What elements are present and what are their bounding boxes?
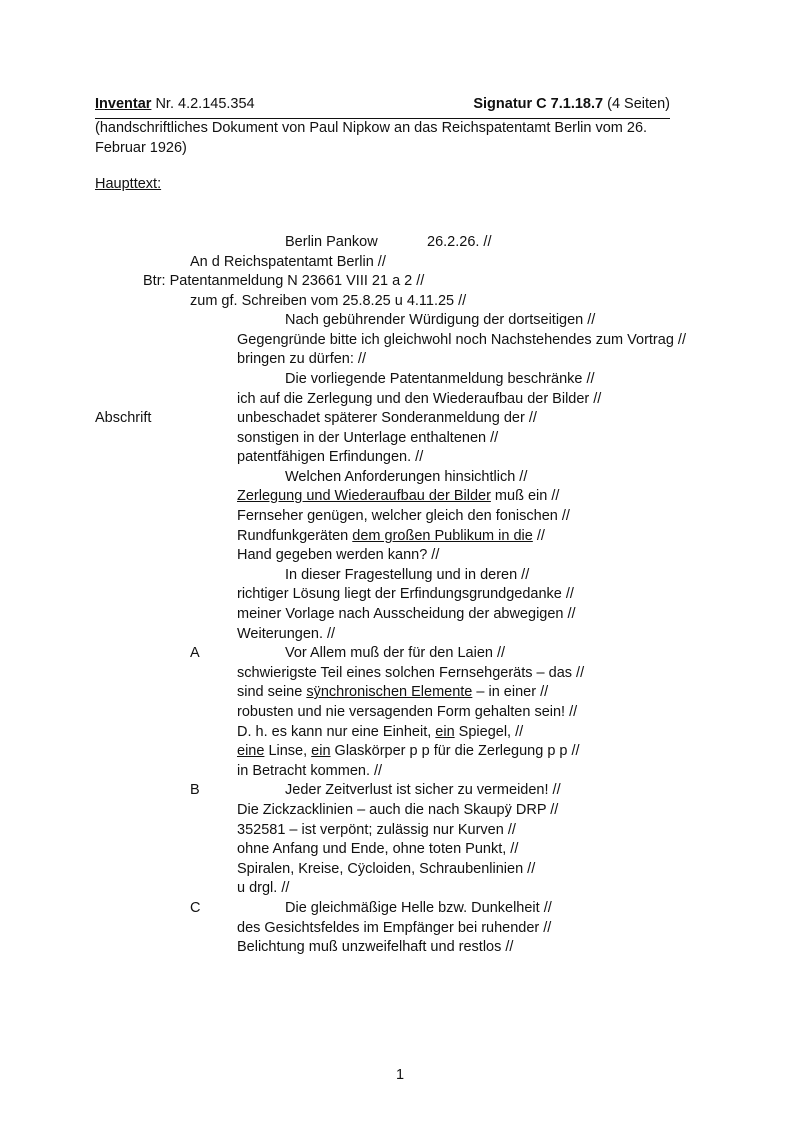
text-line: Hand gegeben werden kann? // — [237, 547, 440, 563]
text-line: Rundfunkgeräten dem großen Publikum in die // — [237, 528, 545, 544]
text-line: schwierigste Teil eines solchen Fernsehgeräts – das // — [237, 665, 585, 681]
text-line: Welchen Anforderungen hinsichtlich // — [285, 469, 528, 485]
text-line: Zerlegung und Wiederaufbau der Bilder muß ein // — [237, 488, 560, 504]
text-line: meiner Vorlage nach Ausscheidung der abwegigen // — [237, 606, 576, 622]
page-number: 1 — [396, 1067, 405, 1083]
letter-subject: Btr: Patentanmeldung N 23661 VIII 21 a 2 // — [143, 273, 425, 289]
text-line: Belichtung muß unzweifelhaft und restlos // — [237, 939, 514, 955]
text-line: Weiterungen. // — [237, 626, 336, 642]
text-line: ich auf die Zerlegung und den Wiederaufbau der Bilder // — [237, 391, 602, 407]
text-line: Vor Allem muß der für den Laien // — [285, 645, 506, 661]
letter-date: 26.2.26. // — [427, 234, 492, 250]
signatur-label: Signatur C 7.1.18.7 — [473, 96, 604, 112]
signatur-reference — [473, 96, 670, 112]
underlined-phrase: eine — [237, 743, 265, 759]
text-line: robusten und nie versagenden Form gehalten sein! // — [237, 704, 578, 720]
section-mark-c: C — [190, 900, 201, 916]
section-mark-a: A — [190, 645, 200, 661]
letter-address: An d Reichspatentamt Berlin // — [190, 254, 386, 270]
document-description: (handschriftliches Dokument von Paul Nipkow an das Reichspatentamt Berlin vom 26. Februar 1926) — [95, 120, 648, 156]
text-line: sonstigen in der Unterlage enthaltenen // — [237, 430, 499, 446]
underlined-phrase: ein — [435, 724, 455, 740]
text-line: ohne Anfang und Ende, ohne toten Punkt, // — [237, 841, 519, 857]
text-line: des Gesichtsfeldes im Empfänger bei ruhender // — [237, 920, 552, 936]
pages-note: (4 Seiten) — [607, 96, 670, 112]
underlined-phrase: Zerlegung und Wiederaufbau der Bilder — [237, 488, 491, 504]
text-line: Die vorliegende Patentanmeldung beschränke // — [285, 371, 595, 387]
haupttext-label: Haupttext: — [95, 176, 162, 192]
section-mark-b: B — [190, 782, 200, 798]
text-line: eine Linse, ein Glaskörper p p für die Zerlegung p p // — [237, 743, 580, 759]
text-line: Nach gebührender Würdigung der dortseitigen // — [285, 312, 596, 328]
inventar-number: Nr. 4.2.145.354 — [155, 96, 255, 112]
text-line: Gegengründe bitte ich gleichwohl noch Nachstehendes zum Vortrag // — [237, 332, 686, 348]
text-line: Die Zickzacklinien – auch die nach Skaupÿ DRP // — [237, 802, 559, 818]
underlined-phrase: sÿnchronischen Elemente — [306, 684, 473, 700]
text-line: Jeder Zeitverlust ist sicher zu vermeiden! // — [285, 782, 561, 798]
text-line: bringen zu dürfen: // — [237, 351, 366, 367]
text-line: richtiger Lösung liegt der Erfindungsgrundgedanke // — [237, 586, 574, 602]
underlined-phrase: ein — [311, 743, 331, 759]
text-line: 352581 – ist verpönt; zulässig nur Kurven // — [237, 822, 516, 838]
text-line: u drgl. // — [237, 880, 290, 896]
text-line: Die gleichmäßige Helle bzw. Dunkelheit // — [285, 900, 552, 916]
text-line: sind seine sÿnchronischen Elemente – in einer // — [237, 684, 549, 700]
letter-place: Berlin Pankow — [285, 234, 378, 250]
inventar-reference — [95, 96, 255, 112]
text-line: In dieser Fragestellung und in deren // — [285, 567, 530, 583]
inventar-label: Inventar — [95, 96, 152, 112]
underlined-phrase: dem großen Publikum in die — [352, 528, 533, 544]
letter-reference: zum gf. Schreiben vom 25.8.25 u 4.11.25 // — [190, 293, 467, 309]
text-line: Fernseher genügen, welcher gleich den fonischen // — [237, 508, 570, 524]
abschrift-note: Abschrift — [95, 410, 152, 426]
archive-header — [95, 96, 670, 119]
text-line: unbeschadet späterer Sonderanmeldung der // — [237, 410, 537, 426]
text-line: in Betracht kommen. // — [237, 763, 383, 779]
text-line: D. h. es kann nur eine Einheit, ein Spiegel, // — [237, 724, 524, 740]
text-line: patentfähigen Erfindungen. // — [237, 449, 424, 465]
text-line: Spiralen, Kreise, Cÿcloiden, Schraubenlinien // — [237, 861, 536, 877]
